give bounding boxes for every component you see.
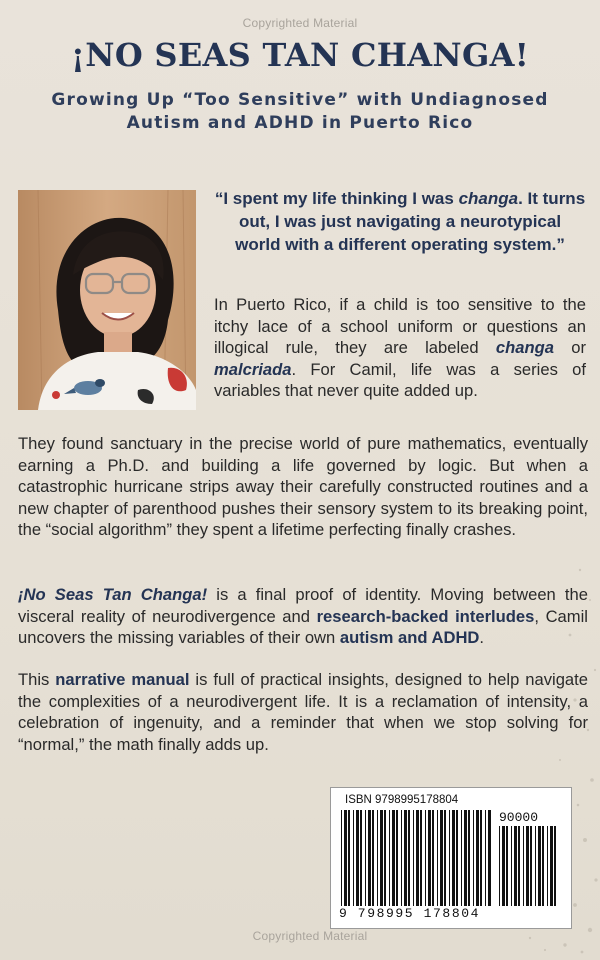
p4-text-a: This	[18, 670, 56, 689]
book-subtitle	[0, 89, 600, 135]
barcode-bar	[392, 810, 395, 906]
barcode-bar	[420, 810, 422, 906]
p1-text-a: In Puerto Rico, if a child is too sensitive to the itchy lace of a school uniform or questions an illogical rule, they are labeled	[214, 295, 586, 357]
barcode-bar	[348, 810, 350, 906]
barcode-bar	[380, 810, 383, 906]
barcode-bar	[449, 810, 450, 906]
barcode-bar	[502, 826, 505, 906]
barcode-bar	[384, 810, 386, 906]
barcode-bar	[432, 810, 434, 906]
main-barcode-bars	[341, 810, 491, 906]
price-code: 90000	[499, 810, 539, 825]
barcode-bar	[499, 826, 500, 906]
p3-text-d: , Camil uncovers the missing variables of their own	[18, 606, 588, 647]
p3-text-f: .	[479, 628, 485, 647]
barcode-bar	[538, 826, 541, 906]
barcode-bar	[511, 826, 512, 906]
barcode-bar	[550, 826, 553, 906]
barcode-bar	[444, 810, 446, 906]
barcode-bar	[356, 810, 359, 906]
barcode-bar	[368, 810, 371, 906]
barcode-bar	[518, 826, 520, 906]
barcode-bar	[377, 810, 378, 906]
p3-emphasis-autism: autism and ADHD	[339, 628, 480, 647]
p4-text-c: is full of practical insights, designed to help navigate the complexities of a neurodivergent life. It is a reclamation of intensity, a celebration of ingenuity, and a reminder that when we stop solving for “normal,” the math finally adds up.	[18, 670, 588, 754]
quote-text-start: “I spent my life thinking I was	[214, 189, 459, 208]
barcode-bar	[401, 810, 402, 906]
barcode-bar	[365, 810, 366, 906]
barcode-bar	[408, 810, 410, 906]
barcode-bar	[416, 810, 419, 906]
blurb-paragraph-1	[214, 294, 586, 402]
barcode-bar	[514, 826, 517, 906]
barcode-bar	[396, 810, 398, 906]
barcode-bar	[404, 810, 407, 906]
barcode-bar	[440, 810, 443, 906]
barcode-bar	[554, 826, 556, 906]
barcode-bar	[428, 810, 431, 906]
author-photo	[18, 190, 196, 410]
blurb-paragraph-4	[18, 669, 588, 755]
isbn-label: ISBN 9798995178804	[345, 794, 459, 806]
barcode-bar	[372, 810, 374, 906]
subtitle-line-2: Autism and ADHD in Puerto Rico	[126, 113, 474, 133]
barcode-bar	[480, 810, 482, 906]
quote-text-emphasis: changa	[458, 189, 519, 208]
p3-text-b: is a final proof of identity. Moving between the visceral reality of neurodivergence and	[18, 585, 588, 626]
isbn-digits: 9 798995 178804	[339, 906, 481, 921]
copyright-watermark-bottom: Copyrighted Material	[252, 929, 368, 943]
copyright-watermark: Copyrighted Material	[242, 16, 358, 30]
barcode-bar	[535, 826, 536, 906]
quote-text-end: . It turns out, I was just navigating a neurotypical world with a different operating system.”	[235, 189, 586, 254]
barcode-bar	[353, 810, 354, 906]
barcode-bar	[425, 810, 426, 906]
barcode-bar	[452, 810, 455, 906]
p1-text-c: or	[553, 338, 586, 357]
barcode-bar	[476, 810, 479, 906]
barcode-bar	[461, 810, 462, 906]
barcode-bar	[542, 826, 544, 906]
barcode-bar	[360, 810, 362, 906]
barcode-bar	[506, 826, 508, 906]
book-title: ¡NO SEAS TAN CHANGA!	[70, 36, 530, 74]
barcode-bar	[523, 826, 524, 906]
barcode-bar	[547, 826, 548, 906]
barcode-bar	[437, 810, 438, 906]
author-portrait-image	[18, 190, 196, 410]
blurb-paragraph-3	[18, 584, 588, 649]
barcode-bar	[341, 810, 342, 906]
barcode-bar	[473, 810, 474, 906]
p1-term-changa: changa	[495, 338, 554, 357]
barcode-bar	[468, 810, 470, 906]
barcode-bar	[488, 810, 491, 906]
isbn-barcode	[330, 787, 572, 929]
blurb-paragraph-2: They found sanctuary in the precise world of pure mathematics, eventually earning a Ph.D. and building a life governed by logic. But when a catastrophic hurricane strips away their carefully constructed routines and a new chapter of parenthood pushes their sensory system to its breaking point, the “social algorithm” they spent a lifetime perfecting finally crashes.	[18, 434, 588, 539]
barcode-bar	[344, 810, 347, 906]
barcode-bar	[456, 810, 458, 906]
p4-emphasis-manual: narrative manual	[55, 670, 190, 689]
barcode-bar	[464, 810, 467, 906]
barcode-bar	[389, 810, 390, 906]
author-quote	[214, 187, 586, 256]
barcode-bar	[413, 810, 414, 906]
barcode-bar	[526, 826, 529, 906]
p3-emphasis-research: research-backed interludes	[316, 606, 535, 626]
p1-term-malcriada: malcriada	[214, 359, 292, 379]
barcode-bar	[485, 810, 486, 906]
p1-text-e: . For Camil, life was a series of variables that never quite added up.	[214, 359, 586, 400]
barcode-bar	[530, 826, 532, 906]
addon-barcode-bars	[499, 826, 561, 906]
subtitle-line-1: Growing Up “Too Sensitive” with Undiagnosed	[51, 90, 549, 110]
p3-book-title: ¡No Seas Tan Changa!	[18, 585, 208, 604]
